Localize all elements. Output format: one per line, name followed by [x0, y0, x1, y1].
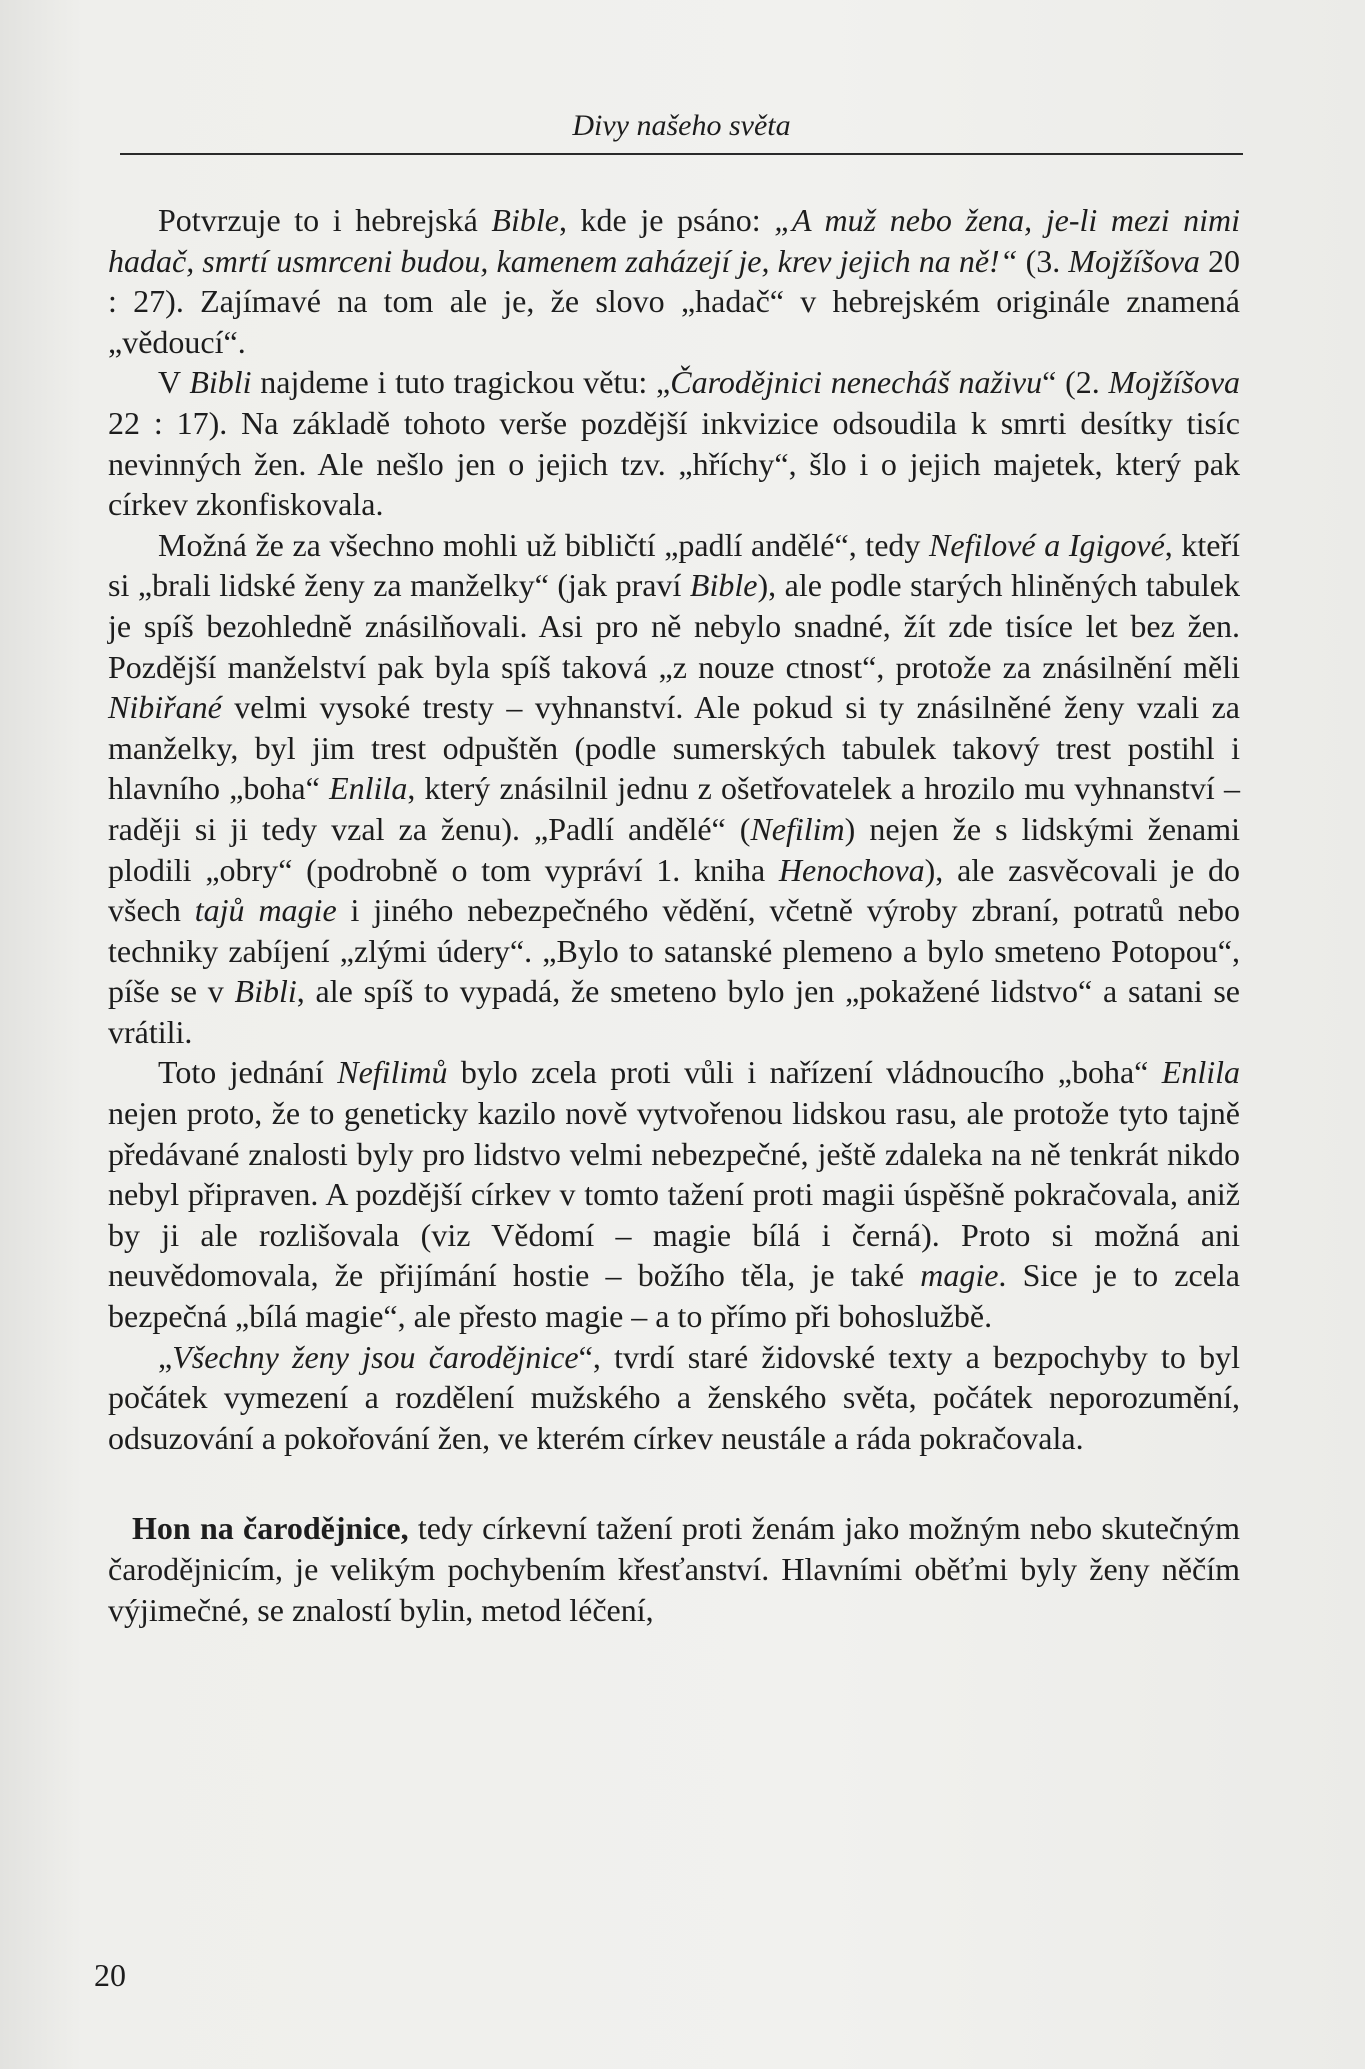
paragraph-3: Možná že za všechno mohli už bibličtí „padlí andělé“, tedy Nefilové a Igigové, kteří si „brali lidské ženy za manželky“ (jak praví Bible), ale podle starých hliněných tabulek je spíš bezohledně znásilňovali. Asi pro ně nebylo snadné, žít zde tisíce let bez žen. Pozdější manželství pak byla spíš taková „z nouze ctnost“, protože za znásilnění měli Nibiřané velmi vysoké tresty – vyhnanství. Ale pokud si ty znásilněné ženy vzali za manželky, byl jim trest odpuštěn (podle sumerských tabulek takový trest postihl i hlavního „boha“ Enlila, který znásilnil jednu z ošetřovatelek a hrozilo mu vyhnanství – raději si ji tedy vzal za ženu). „Padlí andělé“ (Nefilim) nejen že s lidskými ženami plodili „obry“ (podrobně o tom vypráví 1. kniha Henochova), ale zasvěcovali je do všech tajů magie i jiného nebezpečného vědění, včetně výroby zbraní, potratů nebo techniky zabíjení „zlými údery“. „Bylo to satanské plemeno a bylo smeteno Potopou“, píše se v Bibli, ale spíš to vypadá, že smeteno bylo jen „pokažené lidstvo“ a satani se vrátili.: [108, 526, 1241, 1050]
paragraph-5: „Všechny ženy jsou čarodějnice“, tvrdí staré židovské texty a bezpochyby to byl počátek vymezení a rozdělení mužského a ženského světa, počátek neporozumění, odsuzování a pokořování žen, ve kterém církev neustále a ráda pokračovala.: [108, 1338, 1240, 1456]
paragraph-2: V Bibli najdeme i tuto tragickou větu: „Čarodějnici nenecháš naživu“ (2. Mojžíšova 22 : 17). Na základě tohoto verše pozdější inkvizice odsoudila k smrti desítky tisíc nevinných žen. Ale nešlo jen o jejich tzv. „hříchy“, šlo i o jejich majetek, který pak církev zkonfiskovala.: [108, 364, 1241, 523]
header-rule: [120, 153, 1243, 155]
page-number: 20: [94, 1957, 126, 1993]
paragraph-4: Toto jednání Nefilimů bylo zcela proti vůli i nařízení vládnoucího „boha“ Enlila nejen proto, že to geneticky kazilo nově vytvořenou lidskou rasu, ale protože tyto tajně předávané znalosti byly pro lidstvo velmi nebezpečné, ještě zdaleka na ně tenkrát nikdo nebyl připraven. A pozdější církev v tomto tažení proti magii úspěšně pokračovala, aniž by ji ale rozlišovala (viz Vědomí – magie bílá i černá). Proto si možná ani neuvědomovala, že přijímání hostie – božího těla, je také magie. Sice je to zcela bezpečná „bílá magie“, ale přesto magie – a to přímo při bohoslužbě.: [108, 1054, 1241, 1335]
section-text: tedy církevní tažení proti ženám jako možným nebo skutečným čarodějnicím, je velikým pochybením křesťanství. Hlavními oběťmi byly ženy něčím výjimečné, se znalostí bylin, metod léčení,: [108, 1510, 1240, 1628]
section-lead: Hon na čarodějnice,: [132, 1510, 409, 1547]
body-text: [108, 200, 1240, 1630]
running-header: Divy našeho světa: [572, 109, 791, 142]
paragraph-1: Potvrzuje to i hebrejská Bible, kde je psáno: „A muž nebo žena, je-li mezi nimi hadač, smrtí usmrceni budou, kamenem zaházejí je, krev jejich na ně!“ (3. Mojžíšova 20 : 27). Zajímavé na tom ale je, že slovo „hadač“ v hebrejském originále znamená „vědoucí“.: [108, 202, 1241, 360]
section-paragraph: [108, 1508, 1240, 1630]
